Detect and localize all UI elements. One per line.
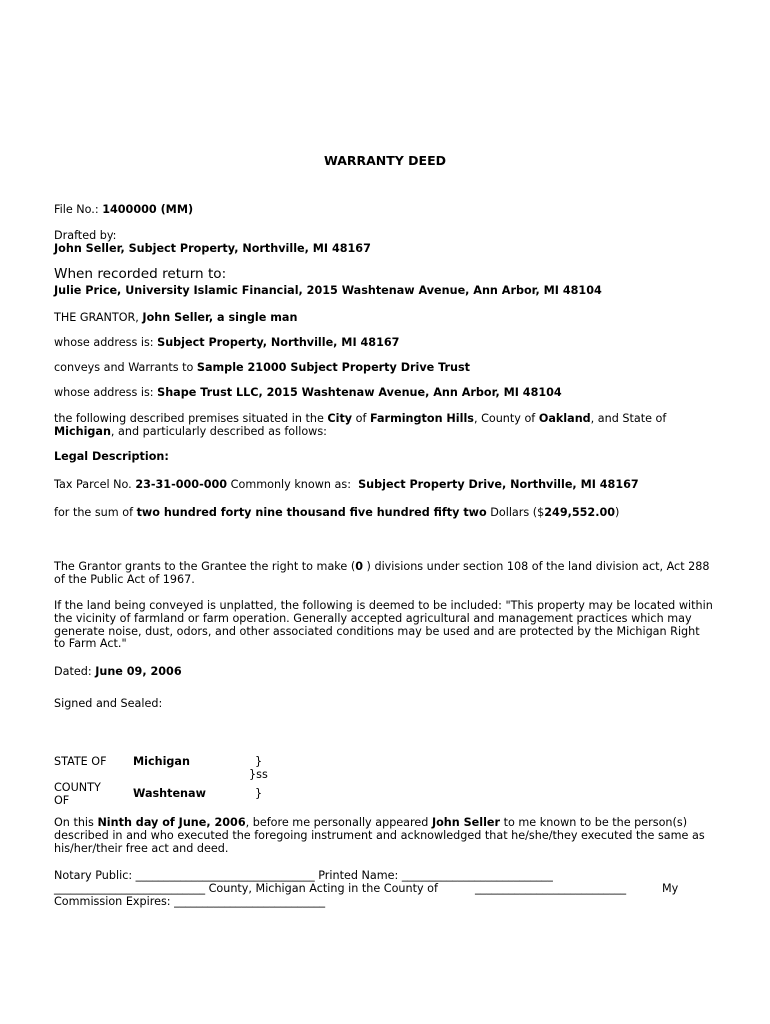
dated (54, 665, 182, 678)
my-label: My (662, 882, 679, 895)
county-of-label-1: COUNTY (54, 781, 101, 794)
known-as-address: Subject Property Drive, Northville, MI 48167 (358, 478, 639, 491)
ack-name: John Seller (431, 816, 501, 829)
premises-text: the following described premises situated in the (54, 412, 324, 425)
grantee-address-label: whose address is: (54, 386, 154, 399)
drafted-by-value: John Seller, Subject Property, Northville, MI 48167 (54, 242, 371, 255)
grantor-address (54, 336, 399, 349)
file-number-label: File No.: (54, 203, 99, 216)
state-value: Michigan (54, 424, 111, 438)
state-of-value: Michigan (133, 755, 190, 768)
ss-mark: }ss (249, 768, 268, 781)
acting-county-blank: ___________________________ (475, 882, 627, 895)
ack-text: , before me personally appeared (245, 816, 429, 829)
county-value: Oakland (538, 412, 591, 425)
legal-description-heading: Legal Description: (54, 450, 169, 463)
farm-notice-paragraph: If the land being conveyed is unplatted, the following is deemed to be included: "This property may be located within the vicinity of farmland or farm operation. Generally accepted agricultural and management practices which may generate noise, dust, odors, and other associated conditions may be used and are protected by the Michigan Right to Farm Act." (54, 599, 713, 651)
signed-and-sealed: Signed and Sealed: (54, 697, 163, 710)
divisions-paragraph (54, 561, 714, 587)
divisions-text: ) divisions under section 108 of the land division act, Act 288 of the Public Act of 1967. (54, 560, 710, 586)
grantor-address-value: Subject Property, Northville, MI 48167 (157, 336, 400, 349)
grantor-value: John Seller, a single man (142, 311, 298, 324)
sum-amount: 249,552.00 (544, 506, 616, 519)
known-as-label: Commonly known as: (230, 478, 351, 491)
tax-parcel (54, 478, 639, 491)
premises-text: , and State of (590, 412, 667, 425)
city-label: City (327, 412, 353, 425)
dated-value: June 09, 2006 (95, 665, 182, 678)
city-value: Farmington Hills (370, 412, 474, 425)
divisions-count: 0 (355, 560, 363, 573)
county-acting-text: ___________________________ County, Michigan Acting in the County of (54, 882, 438, 895)
grantor-label: THE GRANTOR, (54, 311, 139, 324)
brace: } (255, 787, 263, 800)
premises-text: , and particularly described as follows: (110, 424, 327, 438)
notary-public-line: Notary Public: ________________________________ Printed Name: ___________________________ (54, 869, 553, 882)
drafted-by-label: Drafted by: (54, 229, 117, 242)
file-number-value: 1400000 (MM) (102, 203, 194, 216)
acknowledgment-paragraph (54, 817, 714, 855)
county-of-value: Washtenaw (133, 787, 206, 800)
sum-words: two hundred forty nine thousand five hundred fifty two (136, 506, 487, 519)
sum-dollars-label: Dollars ($ (490, 506, 545, 519)
premises-text: , County of (473, 412, 536, 425)
ack-date: Ninth day of June, 2006 (97, 816, 246, 829)
grantor (54, 311, 297, 324)
document-title: WARRANTY DEED (323, 153, 447, 168)
commission-expires-line: Commission Expires: ___________________________ (54, 895, 326, 908)
return-to-label: When recorded return to: (54, 266, 227, 282)
ack-text: On this (54, 816, 94, 829)
grantee-address-value: Shape Trust LLC, 2015 Washtenaw Avenue, Ann Arbor, MI 48104 (157, 386, 562, 399)
grantor-address-label: whose address is: (54, 336, 154, 349)
return-to-value: Julie Price, University Islamic Financial, 2015 Washtenaw Avenue, Ann Arbor, MI 48104 (54, 284, 602, 297)
consideration-sum (54, 506, 619, 519)
conveys-label: conveys and Warrants to (54, 361, 194, 374)
dated-label: Dated: (54, 665, 92, 678)
premises-text: of (355, 412, 367, 425)
tax-parcel-number: 23-31-000-000 (135, 478, 228, 491)
grantee-address (54, 386, 562, 399)
conveys (54, 361, 470, 374)
brace: } (255, 755, 263, 768)
ack-text: to me known to be the person(s) described in and who executed the foregoing instrument and acknowledged that he/she/they executed the same as his/her/their free act and deed. (54, 816, 705, 855)
county-of-label-2: OF (54, 794, 70, 807)
grantee-name: Sample 21000 Subject Property Drive Trust (196, 361, 471, 374)
premises-paragraph (54, 413, 714, 439)
state-of-label: STATE OF (54, 755, 107, 768)
sum-label: for the sum of (54, 506, 134, 519)
sum-close: ) (615, 506, 620, 519)
county-acting-line (54, 882, 438, 895)
file-number (54, 203, 193, 216)
divisions-text: The Grantor grants to the Grantee the right to make ( (54, 560, 356, 573)
tax-parcel-label: Tax Parcel No. (54, 478, 132, 491)
